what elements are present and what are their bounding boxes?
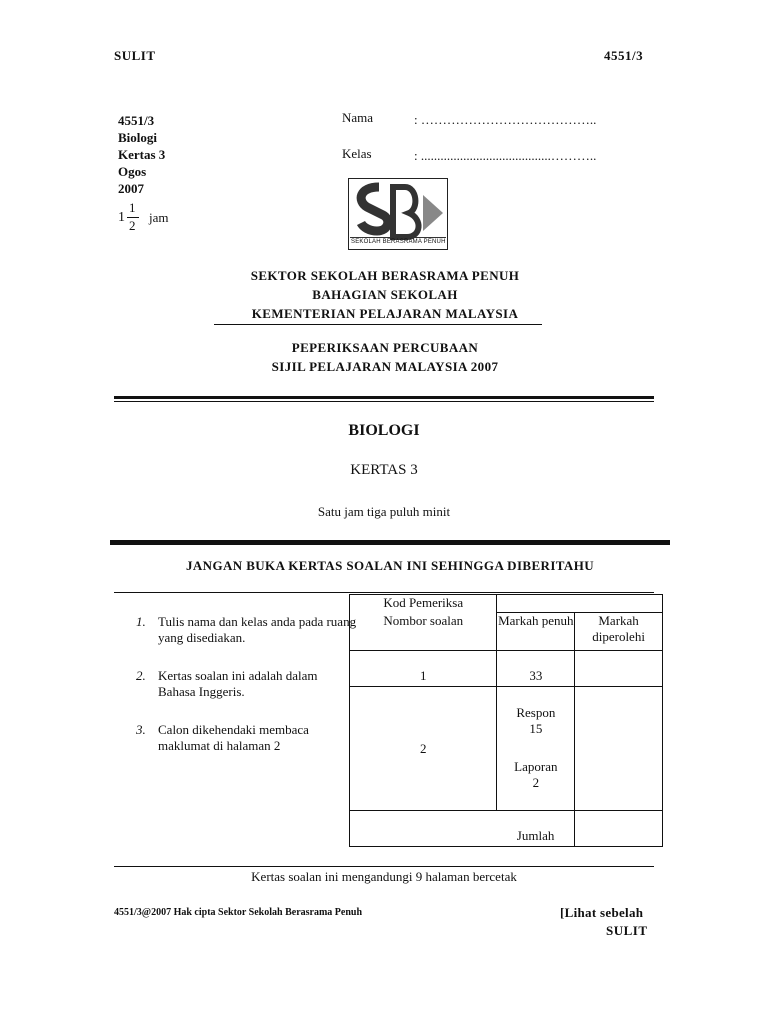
instruction-number: 2. (136, 668, 146, 683)
name-label: Nama (342, 110, 374, 125)
q1-full-marks: 33 (497, 651, 575, 687)
see-over: [Lihat sebelah (560, 905, 644, 920)
org-underline (214, 324, 542, 325)
page-count: Kertas soalan ini mengandungi 9 halaman bercetak (251, 869, 517, 884)
table-row (350, 811, 663, 847)
table-row (350, 687, 663, 811)
q2-number: 2 (350, 687, 497, 811)
meta-code: 4551/3 (118, 113, 155, 128)
paper-title: KERTAS 3 (350, 462, 418, 478)
exam-line1: PEPERIKSAAN PERCUBAAN (291, 340, 479, 355)
instruction-3 (136, 722, 356, 762)
q2-respon-label: Respon (516, 705, 556, 720)
sbp-logo (348, 178, 448, 250)
total-obtained[interactable] (575, 811, 663, 847)
org-line3: KEMENTERIAN PELAJARAN MALAYSIA (251, 306, 519, 321)
examiner-code-header: Kod Pemeriksa (350, 595, 497, 613)
double-rule-thin (114, 401, 654, 402)
duration-text: Satu jam tiga puluh minit (317, 504, 451, 519)
table-row (350, 595, 663, 613)
q1-obtained[interactable] (575, 651, 663, 687)
q2-obtained[interactable] (575, 687, 663, 811)
meta-month: Ogos (118, 164, 147, 179)
meta-subject: Biologi (118, 130, 158, 145)
header-code: 4551/3 (604, 48, 644, 63)
copyright: 4551/3@2007 Hak cipta Sektor Sekolah Berasrama Penuh (114, 907, 363, 918)
total-label: Jumlah (497, 811, 575, 847)
col-question-header: Nombor soalan (350, 613, 497, 651)
subject-title: BIOLOGI (348, 422, 420, 439)
org-line1: SEKTOR SEKOLAH BERASRAMA PENUH (250, 268, 520, 283)
total-spacer (350, 811, 497, 847)
duration-unit: jam (149, 210, 169, 225)
instruction-2 (136, 668, 356, 708)
spacer (497, 737, 574, 759)
warning-bottom-rule (114, 592, 654, 593)
meta-block (118, 112, 165, 197)
q2-full-marks (497, 687, 575, 811)
class-label: Kelas (342, 146, 372, 161)
header-sulit: SULIT (114, 48, 156, 63)
double-rule-thick (114, 396, 654, 399)
q1-number: 1 (350, 651, 497, 687)
duration-whole: 1 (118, 210, 125, 225)
logo-caption: SEKOLAH BERASRAMA PENUH (351, 239, 446, 245)
instruction-text: Kertas soalan ini adalah dalam Bahasa Inggeris. (158, 668, 318, 699)
warning-top-rule (110, 540, 670, 545)
col-full-header: Markah penuh (497, 613, 575, 651)
meta-paper: Kertas 3 (118, 147, 166, 162)
examiner-code-cell (497, 595, 663, 613)
exam-line2: SIJIL PELAJARAN MALAYSIA 2007 (271, 359, 499, 374)
footer-sulit: SULIT (606, 923, 648, 938)
instruction-number: 3. (136, 722, 146, 737)
instruction-text: Tulis nama dan kelas anda pada ruang yang disediakan. (158, 614, 357, 645)
q2-respon-marks: 15 (529, 721, 543, 736)
instruction-number: 1. (136, 614, 146, 629)
instruction-text: Calon dikehendaki membaca maklumat di halaman 2 (158, 722, 309, 753)
duration-denominator: 2 (129, 218, 136, 233)
class-field[interactable]: : ........................................……….. (414, 148, 597, 163)
q2-laporan-label: Laporan (514, 759, 558, 774)
org-line2: BAHAGIAN SEKOLAH (312, 287, 458, 302)
col-obtained-header: Markah diperolehi (575, 613, 663, 651)
table-row (350, 613, 663, 651)
marks-table (349, 594, 663, 847)
footer-rule (114, 866, 654, 867)
name-field[interactable]: : ………………………………….. (414, 112, 597, 127)
duration-numerator: 1 (129, 200, 136, 215)
instruction-1 (136, 614, 356, 654)
q2-laporan-marks: 2 (532, 775, 540, 790)
warning-text: JANGAN BUKA KERTAS SOALAN INI SEHINGGA DIBERITAHU (185, 558, 594, 573)
meta-duration (118, 200, 198, 236)
table-row (350, 651, 663, 687)
meta-year: 2007 (118, 181, 144, 196)
